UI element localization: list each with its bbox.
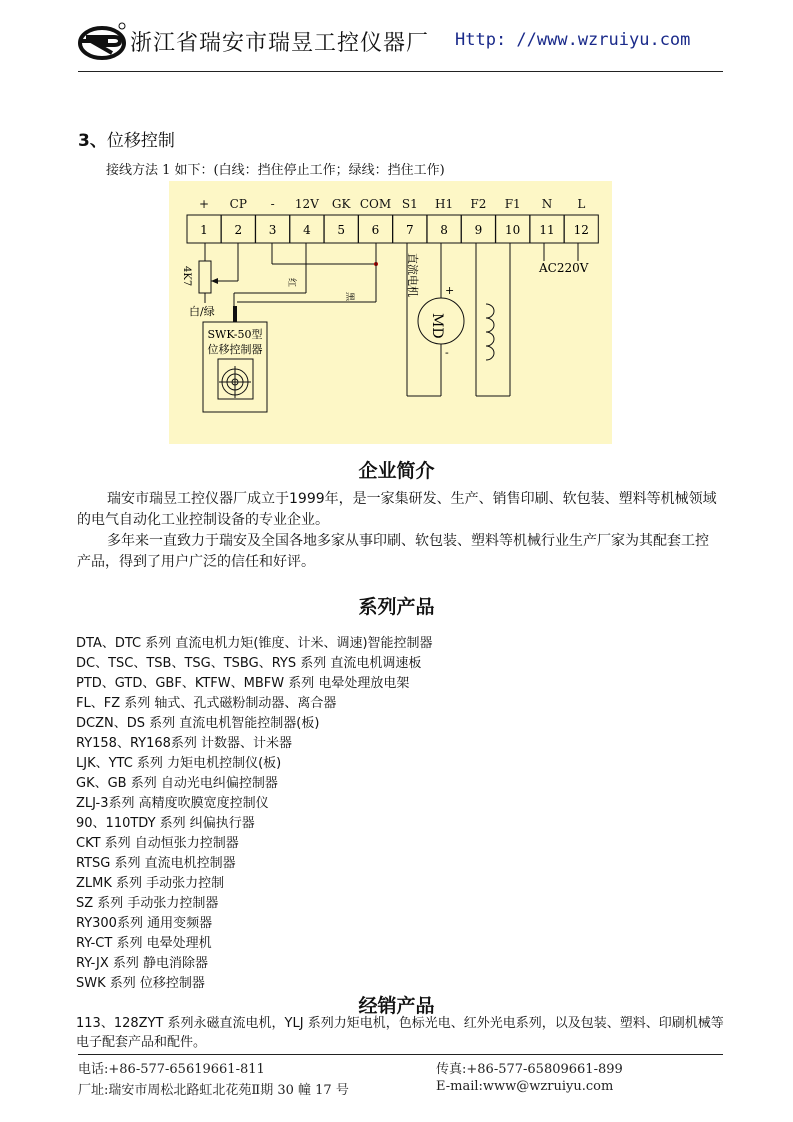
terminal-top-label: COM: [359, 197, 392, 211]
series-item: SWK 系列 位移控制器: [76, 976, 205, 991]
series-item: PTD、GTD、GBF、KTFW、MBFW 系列 电晕处理放电架: [76, 676, 410, 691]
terminal-top-label: +: [198, 197, 210, 211]
terminal-number: 1: [200, 223, 208, 237]
terminal-top-label: H1: [435, 197, 454, 211]
series-item: FL、FZ 系列 轴式、孔式磁粉制动器、离合器: [76, 696, 337, 711]
wire-label-black: 黑: [344, 292, 354, 302]
company-logo: [78, 20, 128, 62]
wire-label-red: 红: [286, 278, 296, 288]
terminal-number: 5: [337, 223, 346, 237]
series-item: GK、GB 系列 自动光电纠偏控制器: [76, 776, 278, 791]
dc-motor-icon: [418, 298, 464, 344]
intro-paragraph-2: 多年来一直致力于瑞安及全国各地多家从事印刷、软包装、塑料等机械行业生产厂家为其配套工控产品，得到了用户广泛的信任和好评。: [77, 533, 709, 570]
terminal-top-label: 12V: [294, 197, 319, 211]
series-item: ZLJ-3系列 高精度吹膜宽度控制仪: [76, 796, 269, 811]
series-item: LJK、YTC 系列 力矩电机控制仪(板): [76, 756, 282, 771]
series-item: RY300系列 通用变频器: [76, 916, 213, 931]
section-number: 3、: [78, 131, 107, 151]
terminal-number: 4: [303, 223, 311, 237]
terminal-number: 7: [405, 223, 414, 237]
controller-name: 位移控制器: [207, 343, 263, 356]
ac-label: AC220V: [539, 261, 589, 275]
footer-email[interactable]: E-mail:www@wzruiyu.com: [436, 1079, 614, 1094]
footer-fax: 传真:+86-577-65809661-899: [436, 1062, 623, 1077]
terminal-number: 8: [440, 223, 448, 237]
terminal-number: 11: [539, 223, 555, 237]
company-name: 浙江省瑞安市瑞昱工控仪器厂: [130, 31, 430, 56]
series-list: [76, 634, 433, 994]
footer-divider: [78, 1054, 723, 1055]
footer-address: 厂址:瑞安市周松北路虹北花苑Ⅱ期 30 幢 17 号: [78, 1083, 349, 1098]
distribution-title: 经销产品: [358, 995, 435, 1017]
series-item: RY-JX 系列 静电消除器: [76, 956, 209, 971]
terminal-top-label: N: [541, 197, 553, 211]
motor-plus: +: [445, 284, 455, 297]
terminal-top-label: L: [577, 197, 586, 211]
section-title: 位移控制: [106, 131, 175, 151]
terminal-number: 3: [268, 223, 277, 237]
series-item: RTSG 系列 直流电机控制器: [76, 856, 236, 871]
terminal-number: 6: [371, 223, 380, 237]
terminal-top-label: -: [270, 197, 275, 211]
website-url[interactable]: Http: //www.wzruiyu.com: [455, 30, 691, 50]
series-item: CKT 系列 自动恒张力控制器: [76, 836, 239, 851]
terminal-top-label: F2: [470, 197, 487, 211]
field-coil-icon: [486, 304, 494, 360]
terminal-number: 9: [474, 223, 483, 237]
resistor-4k7: [199, 261, 211, 293]
series-item: SZ 系列 手动张力控制器: [76, 896, 219, 911]
series-item: 90、110TDY 系列 纠偏执行器: [76, 816, 255, 831]
series-item: RY-CT 系列 电晕处理机: [76, 936, 212, 951]
series-item: DC、TSC、TSB、TSG、TSBG、RYS 系列 直流电机调速板: [76, 656, 422, 671]
series-item: DCZN、DS 系列 直流电机智能控制器(板): [76, 716, 320, 731]
wire-label-white-green: 白/绿: [189, 305, 215, 318]
wiring-note: 接线方法 1 如下：(白线：挡住停止工作；绿线：挡住工作): [106, 163, 445, 178]
resistor-label: 4K7: [181, 266, 192, 287]
terminal-number: 10: [505, 223, 521, 237]
motor-minus: -: [445, 346, 449, 359]
series-title: 系列产品: [358, 596, 435, 618]
motor-symbol: MD: [429, 313, 445, 339]
motor-label: 直流电机: [406, 253, 419, 297]
terminal-number: 12: [573, 223, 589, 237]
wiring-diagram: [169, 181, 612, 444]
terminal-top-label: GK: [331, 197, 351, 211]
terminal-top-label: F1: [504, 197, 521, 211]
intro-title: 企业简介: [358, 460, 435, 482]
section-heading: [78, 126, 175, 151]
sensor-target-icon: [219, 366, 251, 398]
header-divider: [78, 71, 723, 72]
terminal-top-label: CP: [229, 197, 247, 211]
terminal-number: 2: [234, 223, 243, 237]
intro-paragraph-1: 瑞安市瑞昱工控仪器厂成立于1999年，是一家集研发、生产、销售印刷、软包装、塑料等机械领域的电气自动化工业控制设备的专业企业。: [77, 491, 717, 528]
series-item: RY158、RY168系列 计数器、计米器: [76, 736, 293, 751]
footer-phone: 电话:+86-577-65619661-811: [78, 1062, 265, 1077]
distribution-text: 113、128ZYT 系列永磁直流电机，YLJ 系列力矩电机，色标光电、红外光电系列，以及包装、塑料、印刷机械等电子配套产品和配件。: [76, 1016, 724, 1050]
series-item: ZLMK 系列 手动张力控制: [76, 876, 225, 891]
terminal-top-label: S1: [401, 197, 418, 211]
controller-model: SWK-50型: [207, 328, 263, 341]
series-item: DTA、DTC 系列 直流电机力矩(锥度、计米、调速)智能控制器: [76, 636, 433, 651]
